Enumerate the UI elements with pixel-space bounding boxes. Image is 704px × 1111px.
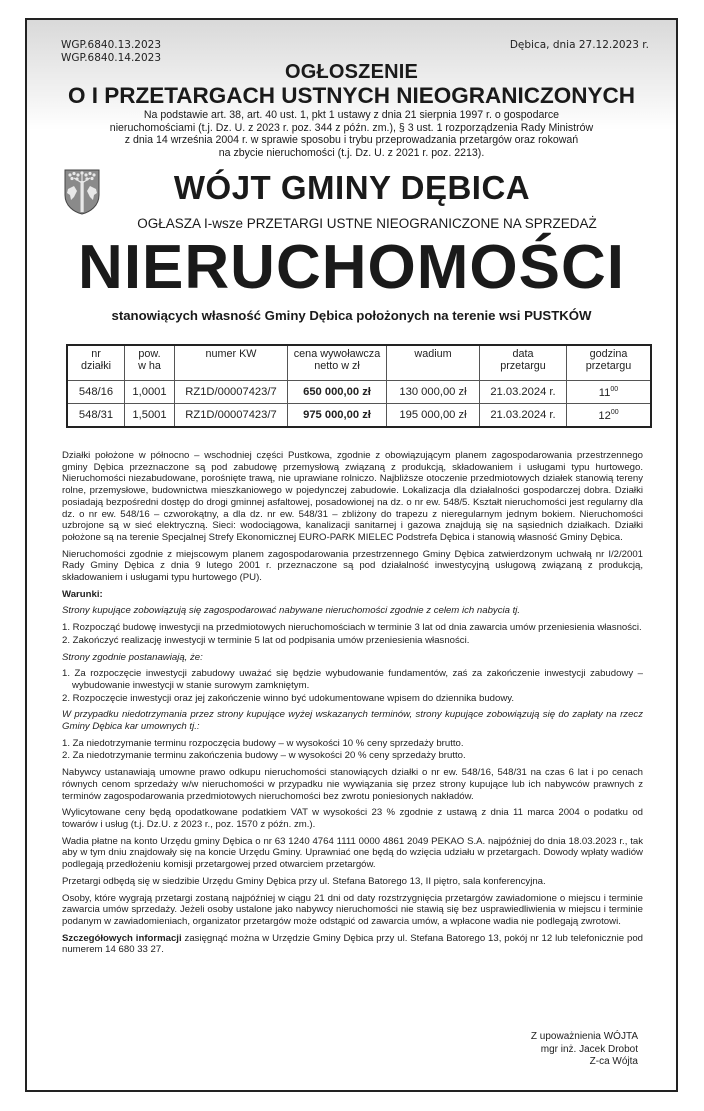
column-header-deposit: wadium bbox=[387, 345, 480, 381]
place-paragraph: Przetargi odbędą się w siedzibie Urzędu Gminy Dębica przy ul. Stefana Batorego 13, II piętro, sala konferencyjna. bbox=[62, 875, 546, 887]
deposit-paragraph: Wadia płatne na konto Urzędu gminy Dębica o nr 63 1240 4764 1111 0000 4861 2049 PEKAO S.A. najpóźniej do dnia 18.03.2023 r., tak aby w tym dniu znajdowały się na koncie Urzędu Gminy. Uprawniać one będą do wzięcia udziału w przetargach. Dowody wpłaty wadiów podlegają przedłożeniu komisji przetargowej przed otwarciem przetargów. bbox=[62, 835, 643, 871]
authority-name: WÓJT GMINY DĘBICA bbox=[173, 169, 531, 206]
cell-price: 650 000,00 zł bbox=[288, 381, 387, 404]
column-header-kw: numer KW bbox=[175, 345, 288, 381]
signature-block bbox=[531, 1031, 638, 1069]
announcement-title: OGŁOSZENIE bbox=[284, 61, 419, 83]
conditions-intro: Strony kupujące zobowiązują się zagospodarować nabywane nieruchomości zgodnie z celem ich nabycia tj. bbox=[62, 605, 521, 617]
table-row bbox=[67, 381, 651, 404]
agreed-intro: Strony zgodnie postanawiają, że: bbox=[62, 651, 203, 663]
place-date: Dębica, dnia 27.12.2023 r. bbox=[509, 39, 649, 51]
list-item: 1. Za niedotrzymanie terminu rozpoczęcia budowy – w wysokości 10 % ceny sprzedaży brutto. bbox=[62, 737, 464, 749]
plots-description: Działki położone w północno – wschodniej części Pustkowa, zgodnie z obowiązującym planem zagospodarowania przestrzennego gminy Dębica przeznaczone są pod zabudowę przemysłową związaną z produkcją, składowaniem i usługami typu hurtowego. Nieruchomości niezabudowane, porośnięte trawą, nie uprawiane rolniczo. Najbliższe otoczenie przedmiotowych działek stanowią tereny rolne, przemysłowe, budownictwa mieszkaniowego w pojedynczej zabudowie. Lokalizacja dla działalności gospodarczej dobra. Działki posiadają bezpośredni dostęp do drogi gminnej asfaltowej, posadowionej na dz. o nr ew. 548/5. Kształt nieruchomości jest regularny dla dz. o nr ew. 548/16 – czworokątny, a dla dz. nr ew. 548/31 – zbliżony do trapezu z nieregularnym jednym bokiem. Nieruchomości uzbrojone są w sieć elektryczną. Sieci: wodociągowa, kanalizacji sanitarnej i gazowa znajdują się na sąsiednich działkach. Działki położone są na terenie Specjalnej Strefy Ekonomicznej EURO-PARK MIELEC Podstrefa Dębica i stanowią własność Gminy Dębica. bbox=[62, 450, 643, 543]
list-item: 2. Rozpoczęcie inwestycji oraz jej zakończenie winno być udokumentowane wpisem do dziennika budowy. bbox=[62, 692, 515, 704]
cell-area: 1,0001 bbox=[125, 381, 175, 404]
cell-deposit: 195 000,00 zł bbox=[387, 404, 480, 428]
cell-date: 21.03.2024 r. bbox=[480, 381, 567, 404]
conditions-list bbox=[62, 622, 643, 646]
list-item: 1. Za rozpoczęcie inwestycji zabudowy uważać się będzie wybudowanie fundamentów, zaś za zakończenie inwestycji zabudowy – wybudowanie inwestycji w stanie surowym zamkniętym. bbox=[62, 668, 643, 691]
list-item: 1. Rozpocząć budowę inwestycji na przedmiotowych nieruchomościach w terminie 3 lat od dnia zawarcia umów przeniesienia własności. bbox=[62, 622, 642, 634]
coat-of-arms-icon bbox=[64, 169, 100, 215]
buyback-paragraph: Nabywcy ustanawiają umowne prawo odkupu nieruchomości stanowiących działki o nr ew. 548/16, 548/31 na czas 6 lat i po cenach równych cenom sprzedaży w/w nieruchomości w przypadku nie wywiązania się przez strony kupujące lub ich nabywców prawnych z terminów zagospodarowania przedmiotowych nieruchomości bez zwrotu poniesionych nakładów. bbox=[62, 767, 643, 802]
column-header-plot: nr działki bbox=[67, 345, 125, 381]
zoning-paragraph: Nieruchomości zgodnie z miejscowym planem zagospodarowania przestrzennego Gminy Dębica zatwierdzonym uchwałą nr I/2/2001 Rady Gminy Dębica z dnia 9 lutego 2001 r. przeznaczone są pod działalność inwestycyjną usługową związaną z produkcją, składowaniem i usługami typu hurtowego (PU). bbox=[62, 548, 643, 584]
column-header-area: pow. w ha bbox=[125, 345, 175, 381]
legal-line: Na podstawie art. 38, art. 40 ust. 1, pkt 1 ustawy z dnia 21 sierpnia 1997 r. o gospodarce bbox=[143, 109, 560, 121]
list-item: 2. Zakończyć realizację inwestycji w terminie 5 lat od podpisania umów przeniesienia własności. bbox=[62, 634, 470, 646]
info-paragraph: Szczegółowych informacji zasięgnąć można w Urzędzie Gminy Dębica przy ul. Stefana Batorego 13, pokój nr 12 lub telefonicznie pod numerem 14 680 33 27. bbox=[62, 932, 643, 956]
signature-authorization: Z upoważnienia WÓJTA bbox=[530, 1031, 638, 1042]
table-row bbox=[67, 404, 651, 428]
legal-line: z dnia 14 września 2004 r. w sprawie sposobu i trybu przeprowadzania przetargów oraz rokowań bbox=[124, 134, 579, 147]
signature-title: Z-ca Wójta bbox=[589, 1056, 638, 1067]
cell-hour: $12^{00}$ bbox=[567, 404, 652, 428]
cell-deposit: 130 000,00 zł bbox=[387, 381, 480, 404]
announcement-body bbox=[62, 450, 643, 961]
conditions-heading: Warunki: bbox=[62, 588, 103, 600]
headline: NIERUCHOMOŚCI bbox=[78, 233, 625, 302]
list-item: 2. Za niedotrzymanie terminu zakończenia budowy – w wysokości 20 % ceny sprzedaży brutto. bbox=[62, 750, 466, 762]
legal-line: na zbycie nieruchomości (t.j. Dz. U. z 2021 r. poz. 2213). bbox=[218, 146, 485, 159]
column-header-date: data przetargu bbox=[480, 345, 567, 381]
cell-kw: RZ1D/00007423/7 bbox=[175, 404, 288, 428]
cell-plot: 548/31 bbox=[67, 404, 125, 428]
column-header-price: cena wywoławcza netto w zł bbox=[288, 345, 387, 381]
announces-line: OGŁASZA I-wsze PRZETARGI USTNE NIEOGRANICZONE NA SPRZEDAŻ bbox=[137, 216, 597, 231]
table-header-row bbox=[67, 345, 651, 381]
announcement-frame bbox=[25, 18, 678, 1092]
penalty-intro: W przypadku niedotrzymania przez strony kupujące wyżej wskazanych terminów, strony kupujące zobowiązują się do zapłaty na rzecz Gminy Dębica kar umownych tj.: bbox=[62, 709, 643, 733]
cell-area: 1,5001 bbox=[125, 404, 175, 428]
cell-price: 975 000,00 zł bbox=[288, 404, 387, 428]
penalties-list bbox=[62, 738, 643, 762]
cell-kw: RZ1D/00007423/7 bbox=[175, 381, 288, 404]
vat-paragraph: Wylicytowane ceny będą opodatkowane podatkiem VAT w wysokości 23 % zgodnie z ustawą z dnia 11 marca 2004 o podatku od towarów i usług (t.j. Dz.U. z 2023 r., poz. 1570 z późn. zm.). bbox=[62, 807, 643, 830]
headline-subtitle: stanowiących własność Gminy Dębica położonych na terenie wsi PUSTKÓW bbox=[111, 308, 592, 323]
cell-hour: $11^{00}$ bbox=[567, 381, 652, 404]
reference-number: WGP.6840.13.2023 bbox=[61, 39, 162, 51]
signature-name: mgr inż. Jacek Drobot bbox=[540, 1043, 638, 1055]
agreed-list bbox=[62, 668, 643, 704]
winners-paragraph: Osoby, które wygrają przetargi zostaną najpóźniej w ciągu 21 dni od daty rozstrzygnięcia przetargów zawiadomione o miejscu i terminie zawarcia umów sprzedaży. Jeżeli osoby ustalone jako nabywcy nieruchomości nie stawią się bez usprawiedliwienia w miejscu i terminie podanym w zawiadomieniach, organizator przetargów może odstąpić od zawarcia umów, a wpłacone wadia nie podlegają zwrotowi. bbox=[62, 892, 643, 927]
plots-table bbox=[66, 344, 652, 428]
cell-plot: 548/16 bbox=[67, 381, 125, 404]
reference-number: WGP.6840.14.2023 bbox=[61, 52, 162, 64]
column-header-hour: godzina przetargu bbox=[567, 345, 652, 381]
cell-date: 21.03.2024 r. bbox=[480, 404, 567, 428]
legal-line: nieruchomościami (t.j. Dz. U. z 2023 r. poz. 344 z późn. zm.), § 3 ust. 1 rozporządzenia Rady Ministrów bbox=[109, 121, 594, 134]
announcement-subtitle: O I PRZETARGACH USTNYCH NIEOGRANICZONYCH bbox=[67, 83, 636, 108]
legal-basis bbox=[67, 109, 636, 159]
